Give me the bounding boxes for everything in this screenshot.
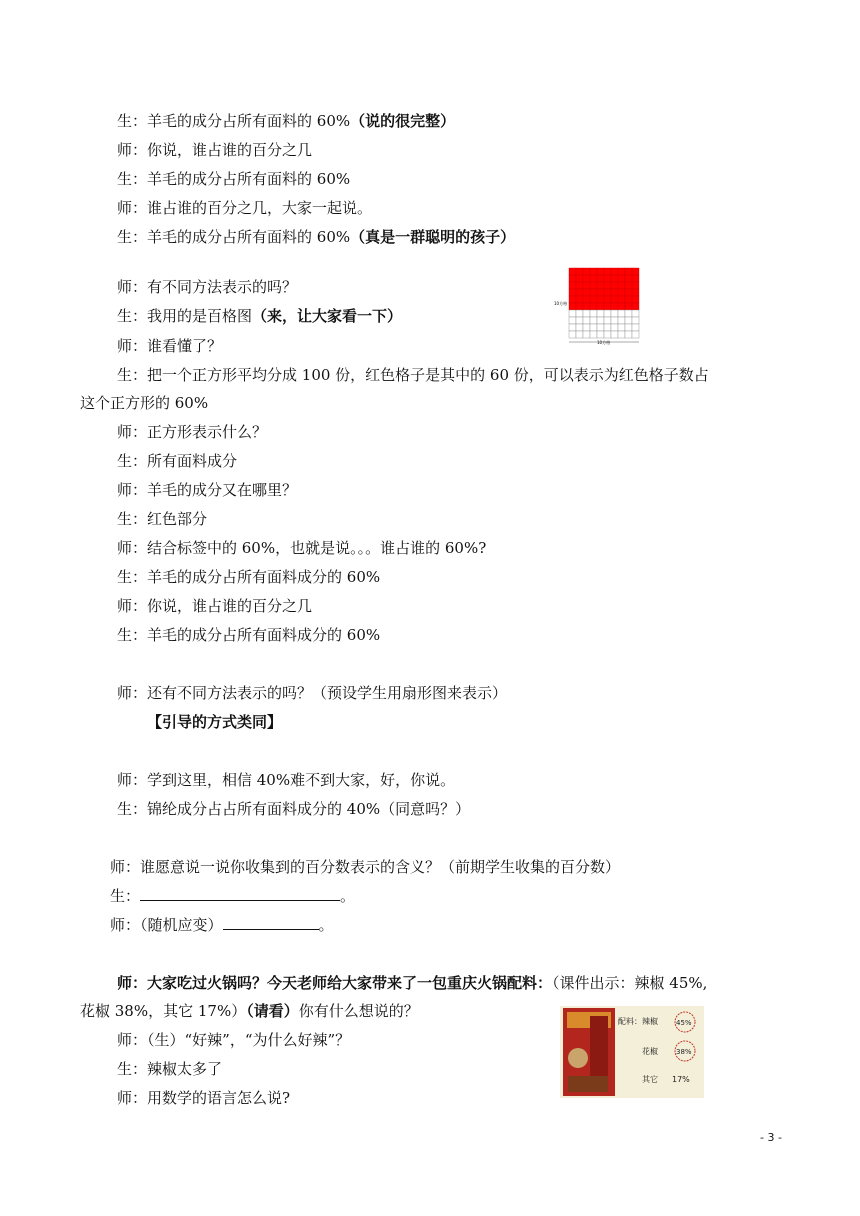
text: 师：（随机应变） (110, 916, 223, 934)
grid-cell-red (632, 282, 639, 289)
grid-cell-white (597, 310, 604, 317)
grid-cell-red (611, 289, 618, 296)
bold-remark: （请看） (246, 1002, 299, 1020)
lajiao-pct: 45% (676, 1019, 692, 1027)
grid-cell-white (618, 317, 625, 324)
grid-cell-white (583, 324, 590, 331)
grid-cell-red (604, 289, 611, 296)
grid-cell-red (576, 268, 583, 275)
grid-cell-red (625, 282, 632, 289)
line-10: 这个正方形的 60% (80, 394, 209, 412)
grid-cell-red (576, 289, 583, 296)
answer-blank (223, 915, 319, 930)
bold-remark: （说的很完整） (350, 112, 456, 130)
grid-cell-white (632, 324, 639, 331)
page-number: - 3 - (760, 1131, 782, 1144)
line-14: 生：红色部分 (117, 510, 208, 528)
bold-remark: （真是一群聪明的孩子） (350, 228, 516, 246)
grid-cell-white (590, 310, 597, 317)
grid-cell-red (583, 289, 590, 296)
grid-cell-white (597, 317, 604, 324)
grid-cell-red (611, 296, 618, 303)
qita-pct: 17% (672, 1075, 690, 1084)
line-21: 师：学到这里，相信 40%难不到大家，好，你说。 (117, 771, 456, 789)
line-1 (117, 111, 455, 131)
grid-cell-red (625, 289, 632, 296)
line-15: 师：结合标签中的 60%，也就是说。。。谁占谁的 60%? (117, 539, 487, 557)
grid-cell-red (576, 303, 583, 310)
grid-cell-white (618, 331, 625, 338)
grid-cell-red (569, 282, 576, 289)
grid-cells (569, 268, 639, 338)
grid-cell-red (625, 268, 632, 275)
grid-cell-red (618, 296, 625, 303)
grid-cell-red (611, 275, 618, 282)
grid-cell-white (569, 331, 576, 338)
line-22: 生：锦纶成分占占所有面料成分的 40%（同意吗？） (117, 800, 471, 818)
grid-cell-white (604, 317, 611, 324)
grid-cell-white (632, 310, 639, 317)
grid-cell-white (583, 331, 590, 338)
grid-cell-red (590, 282, 597, 289)
grid-cell-white (625, 331, 632, 338)
grid-cell-white (632, 317, 639, 324)
grid-cell-red (625, 275, 632, 282)
grid-cell-white (597, 324, 604, 331)
grid-cell-white (583, 317, 590, 324)
grid-cell-red (604, 275, 611, 282)
line-6: 师：有不同方法表示的吗？ (117, 278, 298, 296)
line-3: 生：羊毛的成分占所有面料的 60% (117, 170, 351, 188)
grid-cell-red (576, 275, 583, 282)
line-12: 生：所有面料成分 (117, 452, 238, 470)
hotpot-package-image (560, 1006, 704, 1098)
grid-cell-red (632, 289, 639, 296)
grid-cell-red (625, 303, 632, 310)
grid-cell-white (632, 331, 639, 338)
grid-cell-white (625, 310, 632, 317)
line-4: 师：谁占谁的百分之几，大家一起说。 (117, 199, 373, 217)
grid-cell-white (625, 324, 632, 331)
line-13: 师：羊毛的成分又在哪里？ (117, 481, 298, 499)
text: 生：我用的是百格图 (117, 307, 253, 325)
grid-cell-white (576, 310, 583, 317)
grid-cell-red (597, 268, 604, 275)
text: 。 (318, 916, 334, 934)
line-16: 生：羊毛的成分占所有面料成分的 60% (117, 568, 381, 586)
grid-cell-white (611, 331, 618, 338)
line-23: 师：谁愿意说一说你收集到的百分数表示的含义？（前期学生收集的百分数） (110, 858, 621, 876)
grid-cell-white (590, 331, 597, 338)
line-17: 师：你说，谁占谁的百分之几 (117, 597, 313, 615)
grid-cell-red (611, 303, 618, 310)
line-24 (110, 886, 355, 906)
text: 花椒 38%，其它 17%） (80, 1002, 247, 1020)
grid-cell-red (618, 275, 625, 282)
grid-cell-red (597, 275, 604, 282)
grid-cell-red (597, 303, 604, 310)
grid-bottom-label: 10方格 (597, 340, 611, 345)
grid-cell-white (611, 310, 618, 317)
grid-cell-red (597, 289, 604, 296)
grid-cell-red (611, 282, 618, 289)
line-26 (117, 973, 707, 993)
line-5 (117, 227, 515, 247)
line-20: 【引导的方式类同】 (147, 713, 283, 731)
grid-cell-red (569, 303, 576, 310)
line-25 (110, 915, 334, 935)
line-18: 生：羊毛的成分占所有面料成分的 60% (117, 626, 381, 644)
grid-cell-red (583, 268, 590, 275)
bold-text: 师：大家吃过火锅吗？今天老师给大家带来了一包重庆火锅配料： (117, 974, 553, 992)
text: 生：羊毛的成分占所有面料的 60% (117, 112, 351, 130)
line-29: 生：辣椒太多了 (117, 1060, 223, 1078)
grid-cell-red (569, 296, 576, 303)
line-19: 师：还有不同方法表示的吗？（预设学生用扇形图来表示） (117, 684, 508, 702)
grid-cell-red (625, 296, 632, 303)
huajiao-pct: 38% (676, 1048, 692, 1056)
grid-cell-red (632, 296, 639, 303)
grid-cell-red (590, 303, 597, 310)
grid-cell-red (576, 296, 583, 303)
grid-cell-red (583, 296, 590, 303)
line-27 (80, 1001, 419, 1021)
line-2: 师：你说，谁占谁的百分之几 (117, 141, 313, 159)
grid-cell-white (569, 317, 576, 324)
grid-cell-red (590, 275, 597, 282)
line-11: 师：正方形表示什么？ (117, 423, 268, 441)
grid-cell-white (569, 310, 576, 317)
grid-cell-white (590, 324, 597, 331)
grid-cell-red (632, 268, 639, 275)
grid-cell-white (569, 324, 576, 331)
grid-cell-red (583, 275, 590, 282)
lajiao-label: 辣椒 (642, 1017, 658, 1026)
grid-cell-red (618, 268, 625, 275)
grid-cell-red (632, 275, 639, 282)
grid-cell-white (618, 324, 625, 331)
answer-blank (140, 886, 340, 901)
text: 生： (110, 887, 141, 905)
grid-cell-red (604, 282, 611, 289)
grid-cell-white (576, 331, 583, 338)
bold-remark: （来，让大家看一下） (252, 307, 403, 325)
grid-cell-red (569, 289, 576, 296)
grid-cell-red (618, 282, 625, 289)
grid-cell-red (590, 296, 597, 303)
grid-cell-red (569, 275, 576, 282)
line-30: 师：用数学的语言怎么说? (117, 1089, 291, 1107)
line-7 (117, 306, 402, 326)
grid-cell-red (618, 303, 625, 310)
line-8: 师：谁看懂了？ (117, 337, 223, 355)
grid-cell-white (590, 317, 597, 324)
grid-cell-white (583, 310, 590, 317)
grid-cell-white (611, 317, 618, 324)
grid-cell-white (625, 317, 632, 324)
grid-cell-red (604, 296, 611, 303)
grid-cell-white (604, 324, 611, 331)
grid-cell-white (604, 310, 611, 317)
grid-cell-red (611, 268, 618, 275)
text: 你有什么想说的？ (298, 1002, 419, 1020)
grid-left-label: 10方格 (554, 301, 568, 306)
grid-cell-white (576, 324, 583, 331)
hundred-grid-figure (551, 264, 647, 346)
huajiao-label: 花椒 (642, 1047, 658, 1056)
grid-cell-red (597, 282, 604, 289)
grid-cell-red (569, 268, 576, 275)
grid-cell-red (604, 303, 611, 310)
text: （课件出示：辣椒 45%, (552, 974, 708, 992)
grid-cell-white (611, 324, 618, 331)
grid-cell-red (576, 282, 583, 289)
grid-cell-red (590, 289, 597, 296)
line-9: 生：把一个正方形平均分成 100 份，红色格子是其中的 60 份，可以表示为红色格子数占 (117, 366, 709, 384)
grid-cell-red (618, 289, 625, 296)
text: 。 (340, 887, 356, 905)
grid-cell-white (576, 317, 583, 324)
grid-cell-red (583, 282, 590, 289)
grid-cell-red (590, 268, 597, 275)
grid-cell-white (597, 331, 604, 338)
grid-cell-red (632, 303, 639, 310)
grid-cell-white (618, 310, 625, 317)
text: 生：羊毛的成分占所有面料的 60% (117, 228, 351, 246)
grid-cell-red (597, 296, 604, 303)
line-28: 师：（生）“好辣”，“为什么好辣”？ (117, 1031, 351, 1049)
qita-label: 其它 (642, 1075, 658, 1084)
grid-cell-white (604, 331, 611, 338)
grid-cell-red (604, 268, 611, 275)
grid-cell-red (583, 303, 590, 310)
peiliao-label: 配料： (618, 1017, 642, 1026)
